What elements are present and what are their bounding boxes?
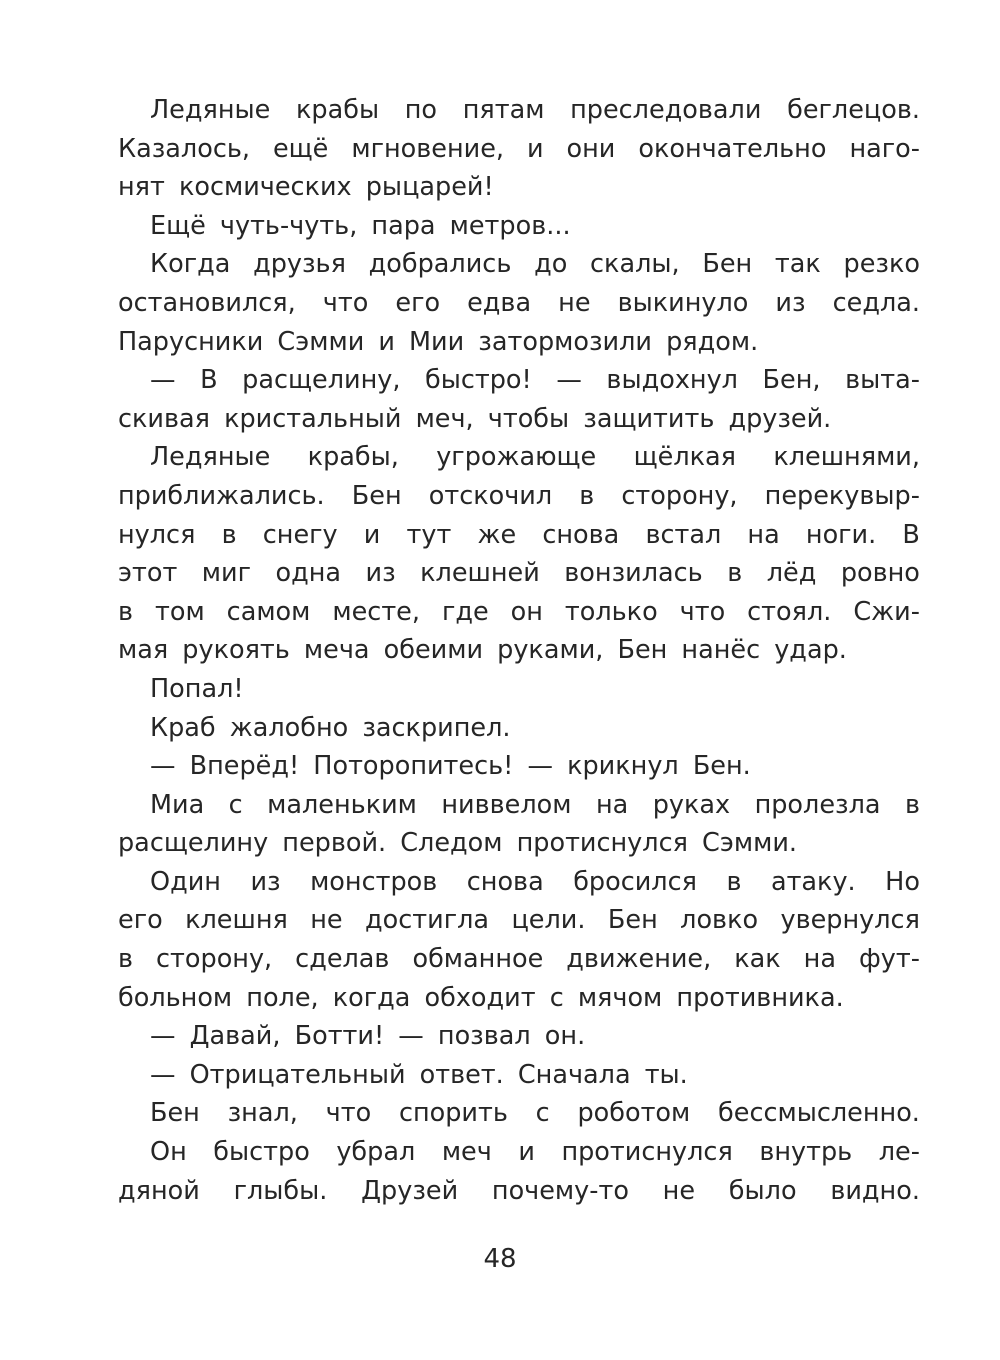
text-line: Бен знал, что спорить с роботом бессмысленно. (150, 1098, 920, 1129)
text-line: в сторону, сделав обманное движение, как на фут- (118, 944, 920, 975)
text-line: в том самом месте, где он только что стоял. Сжи- (118, 596, 920, 627)
text-line: больном поле, когда обходит с мячом противника. (118, 982, 844, 1013)
text-line: приближались. Бен отскочил в сторону, перекувыр- (118, 480, 920, 511)
text-line: — Отрицательный ответ. Сначала ты. (150, 1059, 688, 1090)
text-line: расщелину первой. Следом протиснулся Сэмми. (118, 828, 797, 859)
paragraph (118, 91, 920, 207)
paragraph (118, 1133, 920, 1210)
text-line: нят космических рыцарей! (118, 172, 494, 203)
text-line: Казалось, ещё мгновение, и они окончательно наго- (118, 133, 920, 164)
text-line: Ещё чуть-чуть, пара метров... (150, 210, 571, 241)
text-line: Попал! (150, 673, 244, 704)
paragraph (118, 361, 920, 438)
paragraph (118, 863, 920, 1017)
text-line: Миа с маленьким ниввелом на руках пролезла в (150, 789, 920, 820)
text-line: — Вперёд! Поторопитесь! — крикнул Бен. (150, 751, 751, 782)
paragraph (118, 1017, 920, 1056)
paragraph (118, 786, 920, 863)
text-line: нулся в снегу и тут же снова встал на ноги. В (118, 519, 920, 550)
text-line: мая рукоять меча обеими руками, Бен нанёс удар. (118, 635, 847, 666)
text-line: — Давай, Ботти! — позвал он. (150, 1021, 586, 1052)
paragraph (118, 245, 920, 361)
text-line: — В расщелину, быстро! — выдохнул Бен, выта- (150, 365, 920, 396)
text-line: скивая кристальный меч, чтобы защитить друзей. (118, 403, 832, 434)
text-line: дяной глыбы. Друзей почему-то не было видно. (118, 1175, 920, 1206)
text-line: Ледяные крабы по пятам преследовали беглецов. (150, 95, 920, 125)
paragraph (118, 1056, 920, 1095)
page-number: 48 (483, 1244, 517, 1274)
text-line: остановился, что его едва не выкинуло из седла. (118, 287, 920, 318)
body-text (118, 91, 920, 1210)
text-line: Он быстро убрал меч и протиснулся внутрь ле- (150, 1137, 920, 1168)
text-line: Краб жалобно заскрипел. (150, 712, 511, 743)
paragraph (118, 207, 920, 246)
paragraph (118, 1094, 920, 1133)
text-line: Ледяные крабы, угрожающе щёлкая клешнями, (150, 442, 920, 473)
text-line: его клешня не достигла цели. Бен ловко увернулся (118, 905, 920, 936)
text-line: Один из монстров снова бросился в атаку. Но (150, 866, 920, 897)
paragraph (118, 747, 920, 786)
text-line: Парусники Сэмми и Мии затормозили рядом. (118, 326, 759, 357)
paragraph (118, 438, 920, 670)
text-line: Когда друзья добрались до скалы, Бен так резко (150, 249, 920, 280)
paragraph (118, 709, 920, 748)
text-line: этот миг одна из клешней вонзилась в лёд ровно (118, 558, 920, 589)
paragraph (118, 670, 920, 709)
